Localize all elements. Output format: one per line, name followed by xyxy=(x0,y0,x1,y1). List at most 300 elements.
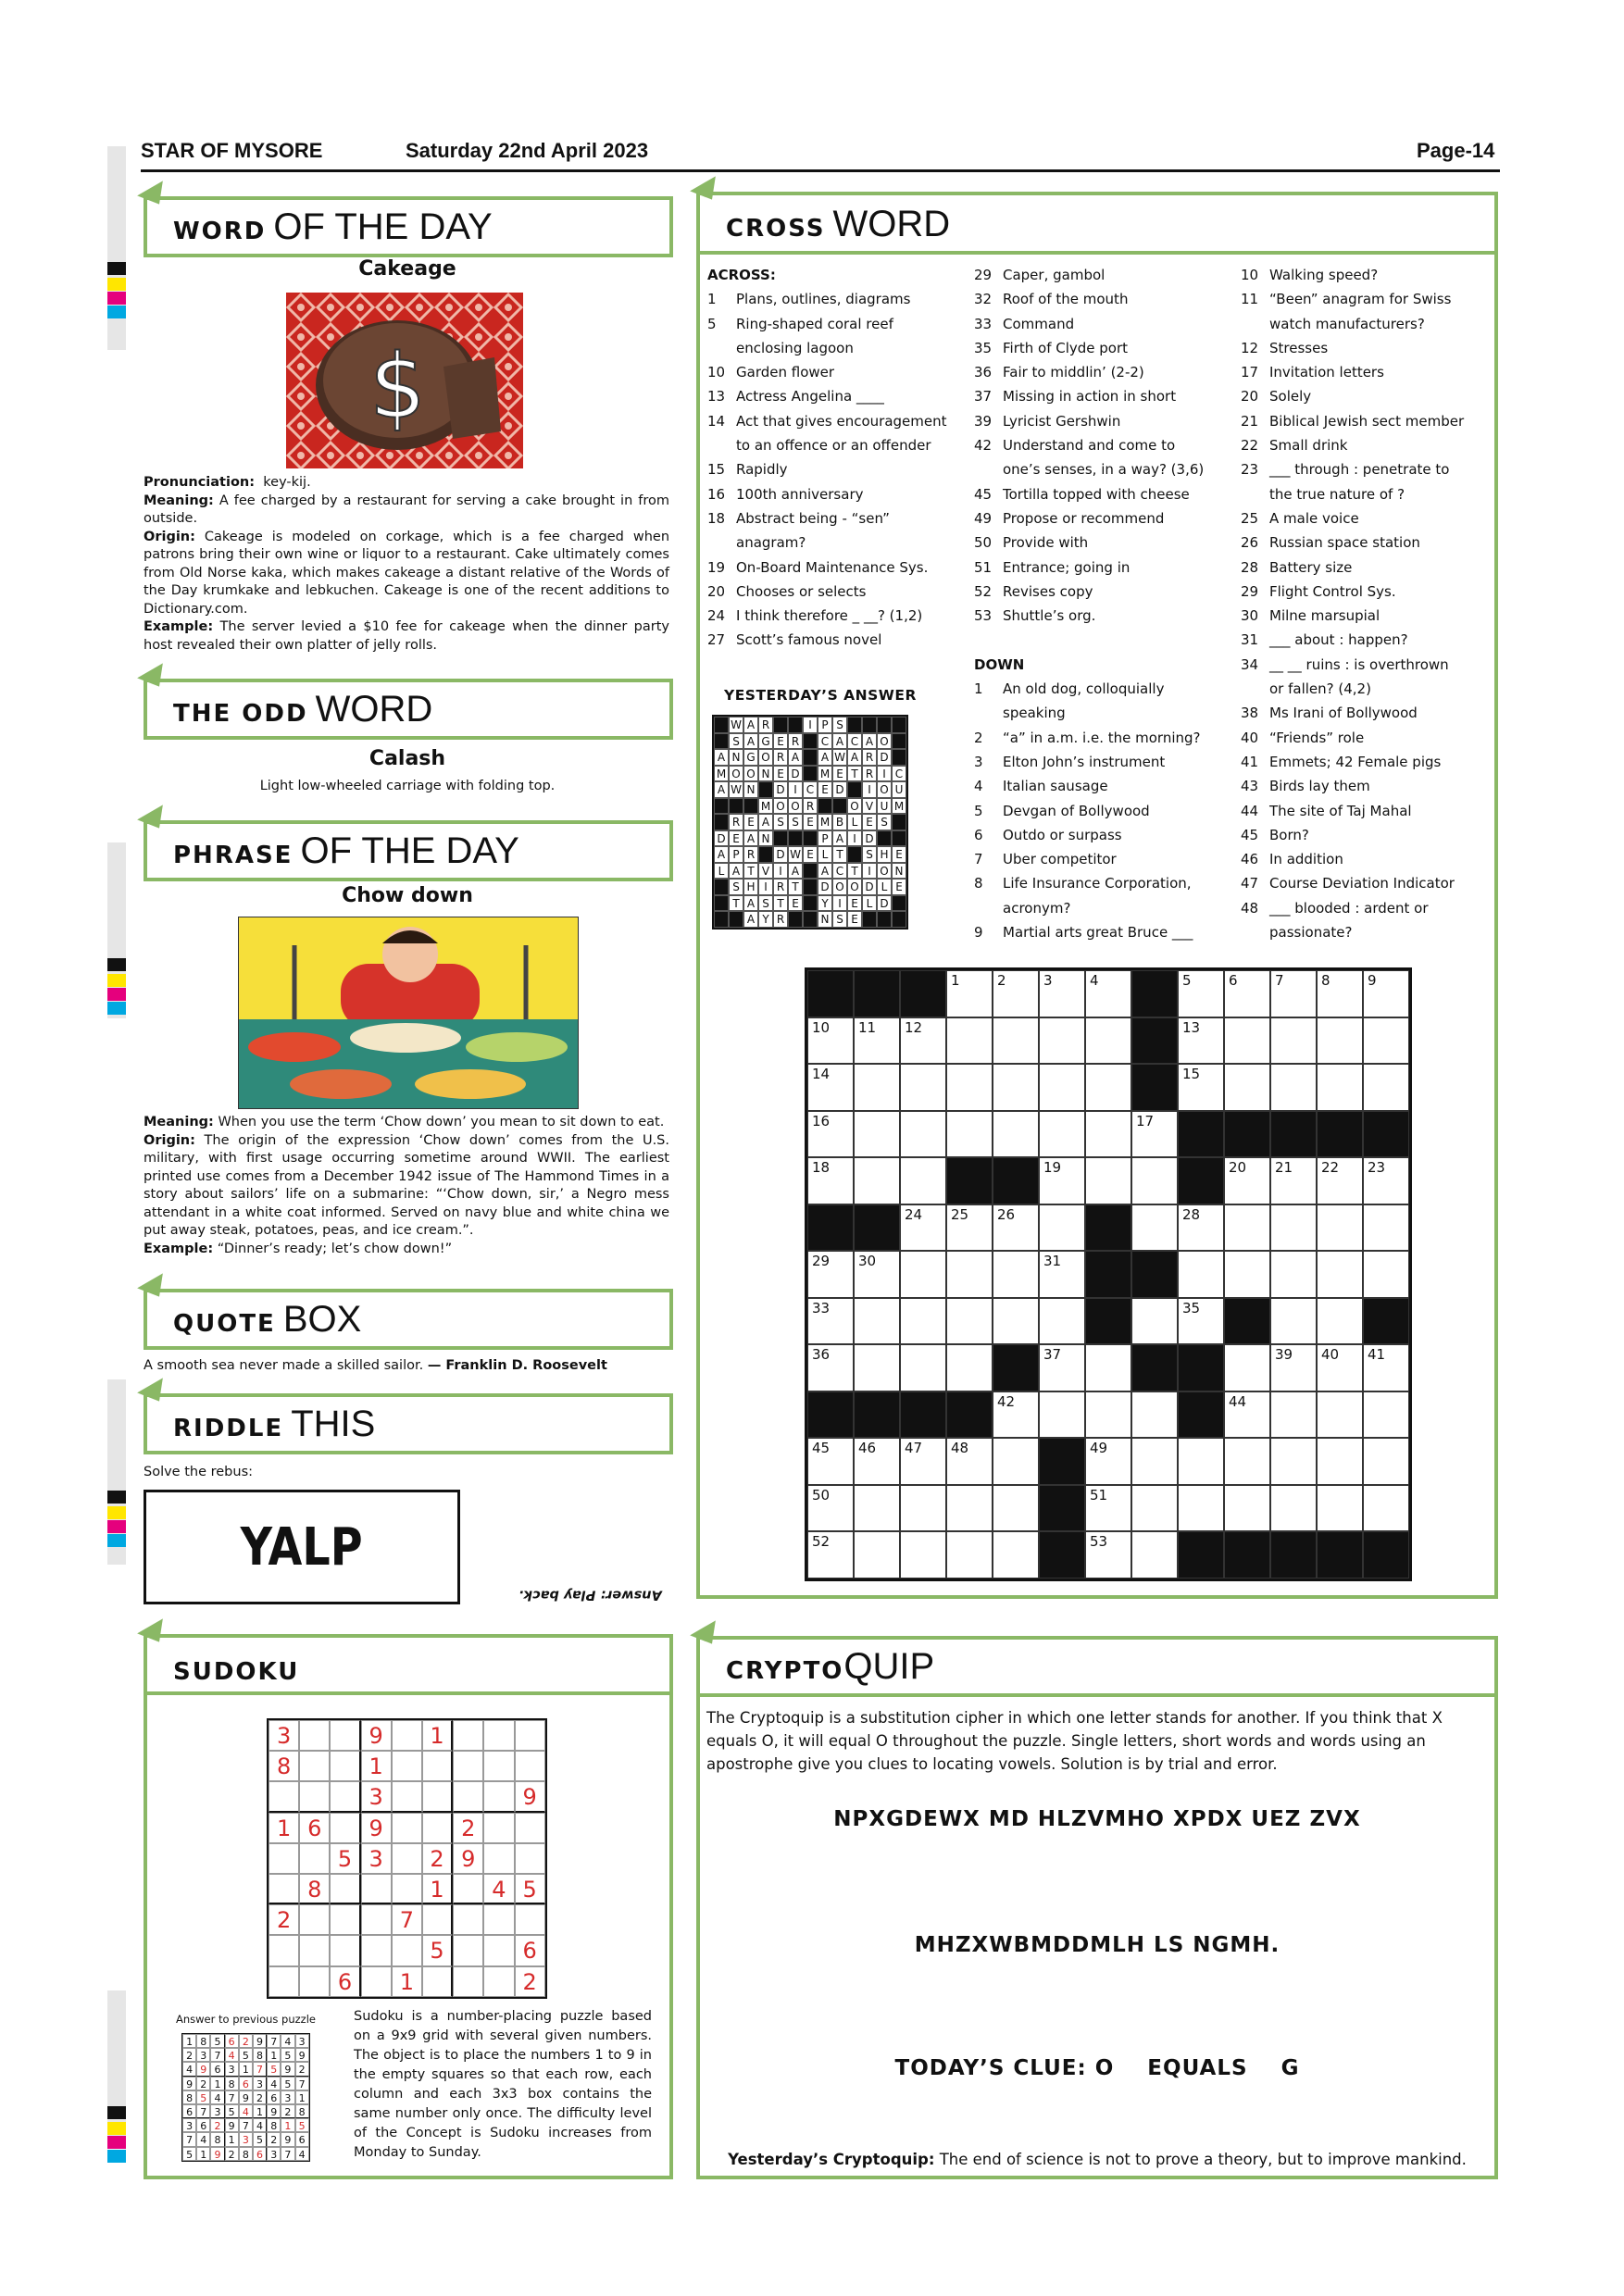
crossword-cell[interactable] xyxy=(1178,1251,1224,1298)
crossword-cell[interactable] xyxy=(1270,1017,1317,1065)
crossword-cell[interactable] xyxy=(1178,1298,1224,1345)
crossword-cell[interactable] xyxy=(1131,1204,1178,1252)
sudoku-cell[interactable] xyxy=(392,1843,422,1874)
prev-sudoku-cell: 5 xyxy=(281,2077,294,2090)
crossword-cell[interactable] xyxy=(993,1111,1039,1158)
answer-cell: E xyxy=(832,766,847,782)
clue-cont xyxy=(707,433,957,457)
crossword-cell[interactable] xyxy=(1039,1111,1085,1158)
crossword-cell[interactable] xyxy=(993,1485,1039,1532)
black-square xyxy=(1131,1064,1178,1111)
sudoku-cell[interactable] xyxy=(299,1966,330,1997)
crossword-cell[interactable] xyxy=(1224,1391,1270,1439)
answer-cell: I xyxy=(862,863,877,880)
crossword-cell[interactable] xyxy=(1270,1157,1317,1204)
crossword-cell[interactable] xyxy=(1363,970,1409,1017)
sudoku-cell[interactable] xyxy=(269,1781,299,1812)
crossword-cell[interactable] xyxy=(993,970,1039,1017)
sudoku-description: Sudoku is a number-placing puzzle based on a 9x9 grid with several given numbers. The object is to place the numbers 1 to 9 in the empty squares so that each row, each column and each 3x3 box contains the same number only once. The difficulty level of the Concept is Sudoku increases from Monday to Sunday. xyxy=(354,2009,652,2160)
crossword-cell[interactable] xyxy=(1317,1157,1363,1204)
sudoku-cell[interactable] xyxy=(422,1813,453,1843)
sudoku-cell: 3 xyxy=(361,1781,392,1812)
svg-text:$: $ xyxy=(369,335,427,439)
sudoku-cell[interactable] xyxy=(269,1935,299,1965)
black-square xyxy=(1317,1111,1363,1158)
crossword-cell[interactable] xyxy=(1317,1064,1363,1111)
answer-cell: A xyxy=(847,749,862,766)
black-square xyxy=(854,970,900,1017)
crossword-cell[interactable] xyxy=(1224,1485,1270,1532)
clue-text: Missing in action in short xyxy=(1003,388,1177,406)
previous-sudoku-answer xyxy=(181,2033,310,2162)
answer-cell: A xyxy=(788,749,803,766)
title-big: OF THE DAY xyxy=(273,206,493,247)
answer-cell: E xyxy=(892,879,906,895)
crossword-cell[interactable] xyxy=(1224,970,1270,1017)
crossword-cell[interactable] xyxy=(946,1485,993,1532)
crossword-cell[interactable] xyxy=(854,1531,900,1578)
crossword-cell[interactable] xyxy=(900,1111,946,1158)
title-small: CROSS xyxy=(726,215,826,243)
crossword-cell[interactable] xyxy=(1039,1251,1085,1298)
crossword-cell[interactable] xyxy=(854,1298,900,1345)
sudoku-cell[interactable] xyxy=(422,1781,453,1812)
crossword-cell[interactable] xyxy=(1363,1017,1409,1065)
crossword-cell[interactable] xyxy=(807,1485,854,1532)
page-number: Page-14 xyxy=(1417,139,1495,162)
crossword-cell[interactable] xyxy=(946,1204,993,1252)
clue-text: The site of Taj Mahal xyxy=(1269,802,1412,819)
sudoku-cell[interactable] xyxy=(330,1874,360,1904)
crossword-grid[interactable] xyxy=(805,967,1412,1581)
crossword-cell[interactable] xyxy=(900,1251,946,1298)
crossword-cell[interactable] xyxy=(1363,1438,1409,1485)
answer-cell: A xyxy=(714,749,729,766)
crossword-cell[interactable] xyxy=(807,1298,854,1345)
sudoku-cell[interactable] xyxy=(483,1966,514,1997)
crossword-cell[interactable] xyxy=(1085,1391,1131,1439)
color-swatch-cyan xyxy=(107,1002,126,1015)
crossword-cell[interactable] xyxy=(854,1438,900,1485)
crossword-cell[interactable] xyxy=(900,1344,946,1391)
crossword-cell[interactable] xyxy=(1317,1251,1363,1298)
crossword-cell[interactable] xyxy=(1085,970,1131,1017)
crossword-cell[interactable] xyxy=(1085,1531,1131,1578)
answer-cell: R xyxy=(773,879,788,895)
clue-41 xyxy=(1241,750,1493,774)
black-cell xyxy=(773,830,788,847)
crossword-cell[interactable] xyxy=(1178,1017,1224,1065)
crossword-cell[interactable] xyxy=(1131,1531,1178,1578)
crossword-cell[interactable] xyxy=(946,1064,993,1111)
crossword-cell[interactable] xyxy=(993,1531,1039,1578)
prev-sudoku-cell: 3 xyxy=(239,2132,253,2146)
crossword-cell[interactable] xyxy=(1224,1017,1270,1065)
crossword-cell[interactable] xyxy=(1363,1391,1409,1439)
clue-36 xyxy=(974,360,1224,384)
sudoku-cell[interactable] xyxy=(392,1813,422,1843)
crossword-cell[interactable] xyxy=(807,1531,854,1578)
answer-cell: V xyxy=(862,798,877,815)
crossword-cell[interactable] xyxy=(900,1204,946,1252)
crossword-cell[interactable] xyxy=(1317,970,1363,1017)
sudoku-cell[interactable] xyxy=(453,1935,483,1965)
answer-cell: M xyxy=(818,766,832,782)
crossword-cell[interactable] xyxy=(854,1251,900,1298)
clue-number xyxy=(707,530,736,555)
answer-cell: E xyxy=(847,895,862,912)
clue-number: 19 xyxy=(707,558,726,576)
crossword-cell[interactable] xyxy=(1085,1017,1131,1065)
answer-cell: O xyxy=(788,798,803,815)
clue-text: Revises copy xyxy=(1003,582,1093,600)
sudoku-cell[interactable] xyxy=(361,1874,392,1904)
crossword-cell[interactable] xyxy=(1085,1157,1131,1204)
sudoku-cell[interactable] xyxy=(453,1874,483,1904)
crossword-cell[interactable] xyxy=(993,1064,1039,1111)
clue-text: ___ through : penetrate to xyxy=(1269,461,1450,479)
answer-cell: T xyxy=(729,895,743,912)
crossword-cell[interactable] xyxy=(946,1344,993,1391)
crossword-cell[interactable] xyxy=(1270,1251,1317,1298)
black-cell xyxy=(818,798,832,815)
crossword-cell[interactable] xyxy=(1270,970,1317,1017)
sudoku-cell[interactable] xyxy=(330,1751,360,1781)
sudoku-cell[interactable] xyxy=(483,1781,514,1812)
clue-5 xyxy=(974,799,1224,823)
cell-number: 44 xyxy=(1229,1392,1247,1410)
sudoku-cell[interactable] xyxy=(483,1813,514,1843)
crossword-cell[interactable] xyxy=(1131,1157,1178,1204)
sudoku-cell[interactable] xyxy=(483,1843,514,1874)
sudoku-cell[interactable] xyxy=(453,1966,483,1997)
cell-number: 19 xyxy=(1043,1159,1062,1176)
crossword-cell[interactable] xyxy=(993,1017,1039,1065)
crossword-cell[interactable] xyxy=(1224,1064,1270,1111)
sudoku-cell[interactable] xyxy=(392,1781,422,1812)
prev-sudoku-cell: 2 xyxy=(225,2147,239,2161)
black-cell xyxy=(803,879,818,895)
crossword-cell[interactable] xyxy=(807,1251,854,1298)
answer-cell: N xyxy=(758,766,773,782)
sudoku-cell[interactable] xyxy=(361,1935,392,1965)
answer-cell: R xyxy=(773,749,788,766)
clue-text: one’s senses, in a way? (3,6) xyxy=(1003,461,1205,479)
crossword-cell[interactable] xyxy=(1317,1344,1363,1391)
crossword-cell[interactable] xyxy=(1270,1344,1317,1391)
sudoku-cell[interactable] xyxy=(330,1904,360,1935)
crossword-cell[interactable] xyxy=(900,1485,946,1532)
crossword-cell[interactable] xyxy=(1178,1485,1224,1532)
sudoku-cell[interactable] xyxy=(515,1751,545,1781)
color-swatch-magenta xyxy=(107,988,126,1001)
crossword-cell[interactable] xyxy=(1363,1485,1409,1532)
prev-sudoku-cell: 6 xyxy=(210,2062,224,2076)
cell-number: 12 xyxy=(905,1018,923,1036)
quote-box-title xyxy=(144,1289,673,1350)
sudoku-cell[interactable] xyxy=(515,1843,545,1874)
sudoku-cell[interactable] xyxy=(392,1874,422,1904)
prev-sudoku-cell: 5 xyxy=(225,2104,239,2118)
black-square xyxy=(1270,1531,1317,1578)
crossword-cell[interactable] xyxy=(1039,1344,1085,1391)
crossword-cell[interactable] xyxy=(1131,1485,1178,1532)
clue-text: Outdo or surpass xyxy=(1003,826,1122,843)
pronunciation: key-kij. xyxy=(263,475,311,490)
crossword-cell[interactable] xyxy=(1085,1344,1131,1391)
answer-cell: O xyxy=(877,733,892,750)
crossword-cell[interactable] xyxy=(807,1064,854,1111)
clue-text: speaking xyxy=(1003,705,1066,722)
crossword-cell[interactable] xyxy=(946,970,993,1017)
crossword-cell[interactable] xyxy=(1039,1064,1085,1111)
crossword-cell[interactable] xyxy=(946,1438,993,1485)
crossword-cell[interactable] xyxy=(1363,1064,1409,1111)
answer-cell: C xyxy=(892,766,906,782)
cell-number: 39 xyxy=(1275,1346,1293,1363)
crossword-cell[interactable] xyxy=(1363,1157,1409,1204)
clue-number: 40 xyxy=(1241,729,1259,746)
clue-23 xyxy=(1241,457,1493,481)
crossword-cell[interactable] xyxy=(1039,1017,1085,1065)
cipher-line-2: MHZXWBMDDMLH LS NGMH. xyxy=(914,1933,1280,1957)
crossword-cell[interactable] xyxy=(1039,1391,1085,1439)
crossword-cell[interactable] xyxy=(1178,970,1224,1017)
answer-cell: S xyxy=(788,814,803,830)
clue-text: Emmets; 42 Female pigs xyxy=(1269,753,1442,770)
crossword-cell[interactable] xyxy=(1085,1111,1131,1158)
sudoku-cell[interactable] xyxy=(515,1720,545,1751)
clue-number: 31 xyxy=(1241,631,1259,649)
clue-number: 8 xyxy=(974,875,983,892)
crossword-cell[interactable] xyxy=(1317,1204,1363,1252)
clue-text: Abstract being - “sen” xyxy=(736,509,890,527)
crossword-cell[interactable] xyxy=(946,1017,993,1065)
answer-cell: A xyxy=(743,911,758,928)
sudoku-cell[interactable] xyxy=(330,1720,360,1751)
crossword-cell[interactable] xyxy=(900,1017,946,1065)
sudoku-cell[interactable] xyxy=(453,1904,483,1935)
sudoku-cell[interactable] xyxy=(361,1966,392,1997)
clue-text: Biblical Jewish sect member xyxy=(1269,412,1465,430)
crossword-cell[interactable] xyxy=(854,1157,900,1204)
answer-cell: D xyxy=(832,781,847,798)
crossword-cell[interactable] xyxy=(1039,1298,1085,1345)
crossword-cell[interactable] xyxy=(900,1298,946,1345)
crossword-cell[interactable] xyxy=(993,1298,1039,1345)
crossword-cell[interactable] xyxy=(946,1111,993,1158)
sudoku-cell[interactable] xyxy=(483,1751,514,1781)
sudoku-cell: 2 xyxy=(453,1813,483,1843)
crossword-cell[interactable] xyxy=(1131,1391,1178,1439)
crossword-cell[interactable] xyxy=(1131,1438,1178,1485)
answer-cell: H xyxy=(743,879,758,895)
crossword-cell[interactable] xyxy=(1363,1251,1409,1298)
crossword-cell[interactable] xyxy=(1178,1438,1224,1485)
crossword-cell[interactable] xyxy=(900,1531,946,1578)
crossword-cell[interactable] xyxy=(854,1017,900,1065)
color-swatch-yellow xyxy=(107,2122,126,2135)
clue-text: Firth of Clyde port xyxy=(1003,339,1129,356)
clue-text: Birds lay them xyxy=(1269,778,1370,795)
sudoku-cell[interactable] xyxy=(453,1751,483,1781)
crossword-cell[interactable] xyxy=(854,1344,900,1391)
crossword-cell[interactable] xyxy=(1317,1438,1363,1485)
sudoku-cell[interactable] xyxy=(299,1843,330,1874)
black-cell xyxy=(788,830,803,847)
prev-sudoku-cell: 3 xyxy=(281,2090,294,2104)
sudoku-cell[interactable] xyxy=(299,1781,330,1812)
prev-sudoku-cell: 1 xyxy=(281,2118,294,2132)
crossword-cell[interactable] xyxy=(946,1251,993,1298)
crossword-cell[interactable] xyxy=(1224,1157,1270,1204)
crossword-cell[interactable] xyxy=(807,1111,854,1158)
sudoku-cell[interactable] xyxy=(422,1966,453,1997)
sudoku-cell[interactable] xyxy=(483,1904,514,1935)
answer-cell: P xyxy=(818,717,832,733)
sudoku-cell[interactable] xyxy=(330,1813,360,1843)
sudoku-cell[interactable] xyxy=(269,1966,299,1997)
crossword-cell[interactable] xyxy=(1270,1204,1317,1252)
clue-17 xyxy=(1241,360,1493,384)
clue-number: 51 xyxy=(974,558,993,576)
sudoku-cell[interactable] xyxy=(330,1935,360,1965)
answer-cell: L xyxy=(862,895,877,912)
crossword-cell[interactable] xyxy=(1178,1064,1224,1111)
answer-cell: I xyxy=(788,781,803,798)
crossword-cell[interactable] xyxy=(1131,1111,1178,1158)
crossword-cell[interactable] xyxy=(1085,1064,1131,1111)
sudoku-cell[interactable] xyxy=(453,1720,483,1751)
sudoku-cell[interactable] xyxy=(269,1874,299,1904)
sudoku-cell: 7 xyxy=(392,1904,422,1935)
prev-sudoku-cell: 4 xyxy=(239,2104,253,2118)
crossword-cell[interactable] xyxy=(1270,1485,1317,1532)
crossword-cell[interactable] xyxy=(1178,1204,1224,1252)
crossword-cell[interactable] xyxy=(854,1485,900,1532)
clue-text: Battery size xyxy=(1269,558,1353,576)
answer-cell: A xyxy=(729,863,743,880)
crossword-cell[interactable] xyxy=(946,1298,993,1345)
sudoku-cell[interactable] xyxy=(483,1935,514,1965)
answer-cell: C xyxy=(832,863,847,880)
crossword-cell[interactable] xyxy=(993,1251,1039,1298)
crossword-cell[interactable] xyxy=(807,1157,854,1204)
crossword-cell[interactable] xyxy=(993,1438,1039,1485)
sudoku-cell[interactable] xyxy=(299,1904,330,1935)
crossword-cell[interactable] xyxy=(900,1438,946,1485)
crossword-cell[interactable] xyxy=(1363,1344,1409,1391)
color-swatch-magenta xyxy=(107,2136,126,2149)
crossword-cell[interactable] xyxy=(1270,1064,1317,1111)
clue-text: On-Board Maintenance Sys. xyxy=(736,558,929,576)
clue-text: Ring-shaped coral reef xyxy=(736,315,893,332)
crossword-cell[interactable] xyxy=(1039,1204,1085,1252)
crossword-cell[interactable] xyxy=(1363,1204,1409,1252)
answer-cell: I xyxy=(758,879,773,895)
sudoku-cell[interactable] xyxy=(299,1720,330,1751)
sudoku-cell[interactable] xyxy=(515,1904,545,1935)
crossword-cell[interactable] xyxy=(1317,1017,1363,1065)
sudoku-grid[interactable] xyxy=(267,1718,547,1999)
crossword-cell[interactable] xyxy=(1039,1157,1085,1204)
cell-number: 36 xyxy=(812,1346,831,1363)
crossword-cell[interactable] xyxy=(900,1157,946,1204)
clue-text: Command xyxy=(1003,315,1075,332)
sudoku-cell[interactable] xyxy=(361,1904,392,1935)
title-small: WORD xyxy=(173,218,267,245)
answer-cell: R xyxy=(729,814,743,830)
sudoku-cell[interactable] xyxy=(330,1781,360,1812)
crossword-cell[interactable] xyxy=(1085,1485,1131,1532)
crossword-cell[interactable] xyxy=(1317,1485,1363,1532)
corner-marker xyxy=(137,1378,172,1408)
sudoku-cell[interactable] xyxy=(269,1843,299,1874)
crossword-cell[interactable] xyxy=(993,1391,1039,1439)
crossword-cell[interactable] xyxy=(946,1531,993,1578)
crossword-cell[interactable] xyxy=(807,1017,854,1065)
crossword-cell[interactable] xyxy=(854,1064,900,1111)
crossword-cell[interactable] xyxy=(900,1064,946,1111)
answer-cell: C xyxy=(818,733,832,750)
sudoku-cell: 2 xyxy=(515,1966,545,1997)
crossword-cell[interactable] xyxy=(993,1204,1039,1252)
black-square xyxy=(946,1391,993,1439)
sudoku-cell[interactable] xyxy=(483,1720,514,1751)
crossword-cell[interactable] xyxy=(854,1111,900,1158)
crossword-cell[interactable] xyxy=(1224,1204,1270,1252)
clue-cont xyxy=(1241,677,1493,701)
sudoku-cell[interactable] xyxy=(515,1813,545,1843)
black-cell xyxy=(803,895,818,912)
crossword-cell[interactable] xyxy=(1039,970,1085,1017)
cell-number: 25 xyxy=(951,1205,969,1223)
answer-cell: O xyxy=(877,863,892,880)
crossword-cell[interactable] xyxy=(1224,1438,1270,1485)
crossword-cell[interactable] xyxy=(1131,1298,1178,1345)
sudoku-cell[interactable] xyxy=(392,1720,422,1751)
crossword-cell[interactable] xyxy=(807,1438,854,1485)
sudoku-cell[interactable] xyxy=(392,1935,422,1965)
example-label: Example: xyxy=(144,619,214,634)
prev-sudoku-cell: 5 xyxy=(239,2048,253,2062)
crossword-cell[interactable] xyxy=(1317,1391,1363,1439)
answer-cell: W xyxy=(832,749,847,766)
answer-cell: E xyxy=(773,733,788,750)
clue-text: “Friends” role xyxy=(1269,729,1365,746)
sudoku-cell[interactable] xyxy=(299,1935,330,1965)
crossword-cell[interactable] xyxy=(1270,1438,1317,1485)
clue-text: 100th anniversary xyxy=(736,485,864,503)
crossword-cell[interactable] xyxy=(1224,1251,1270,1298)
crossword-cell[interactable] xyxy=(1085,1438,1131,1485)
clue-5 xyxy=(707,312,957,336)
crossword-cell[interactable] xyxy=(807,1344,854,1391)
riddle-prompt: Solve the rebus: xyxy=(144,1465,254,1479)
crossword-cell[interactable] xyxy=(1317,1298,1363,1345)
crossword-cell[interactable] xyxy=(1270,1391,1317,1439)
black-square xyxy=(1085,1204,1131,1252)
sudoku-cell[interactable] xyxy=(453,1781,483,1812)
crossword-cell[interactable] xyxy=(1224,1344,1270,1391)
sudoku-cell[interactable] xyxy=(422,1751,453,1781)
sudoku-cell[interactable] xyxy=(299,1751,330,1781)
sudoku-cell[interactable] xyxy=(392,1751,422,1781)
quote xyxy=(144,1357,671,1376)
crossword-cell[interactable] xyxy=(1270,1298,1317,1345)
sudoku-cell[interactable] xyxy=(422,1904,453,1935)
prev-sudoku-cell: 6 xyxy=(239,2077,253,2090)
